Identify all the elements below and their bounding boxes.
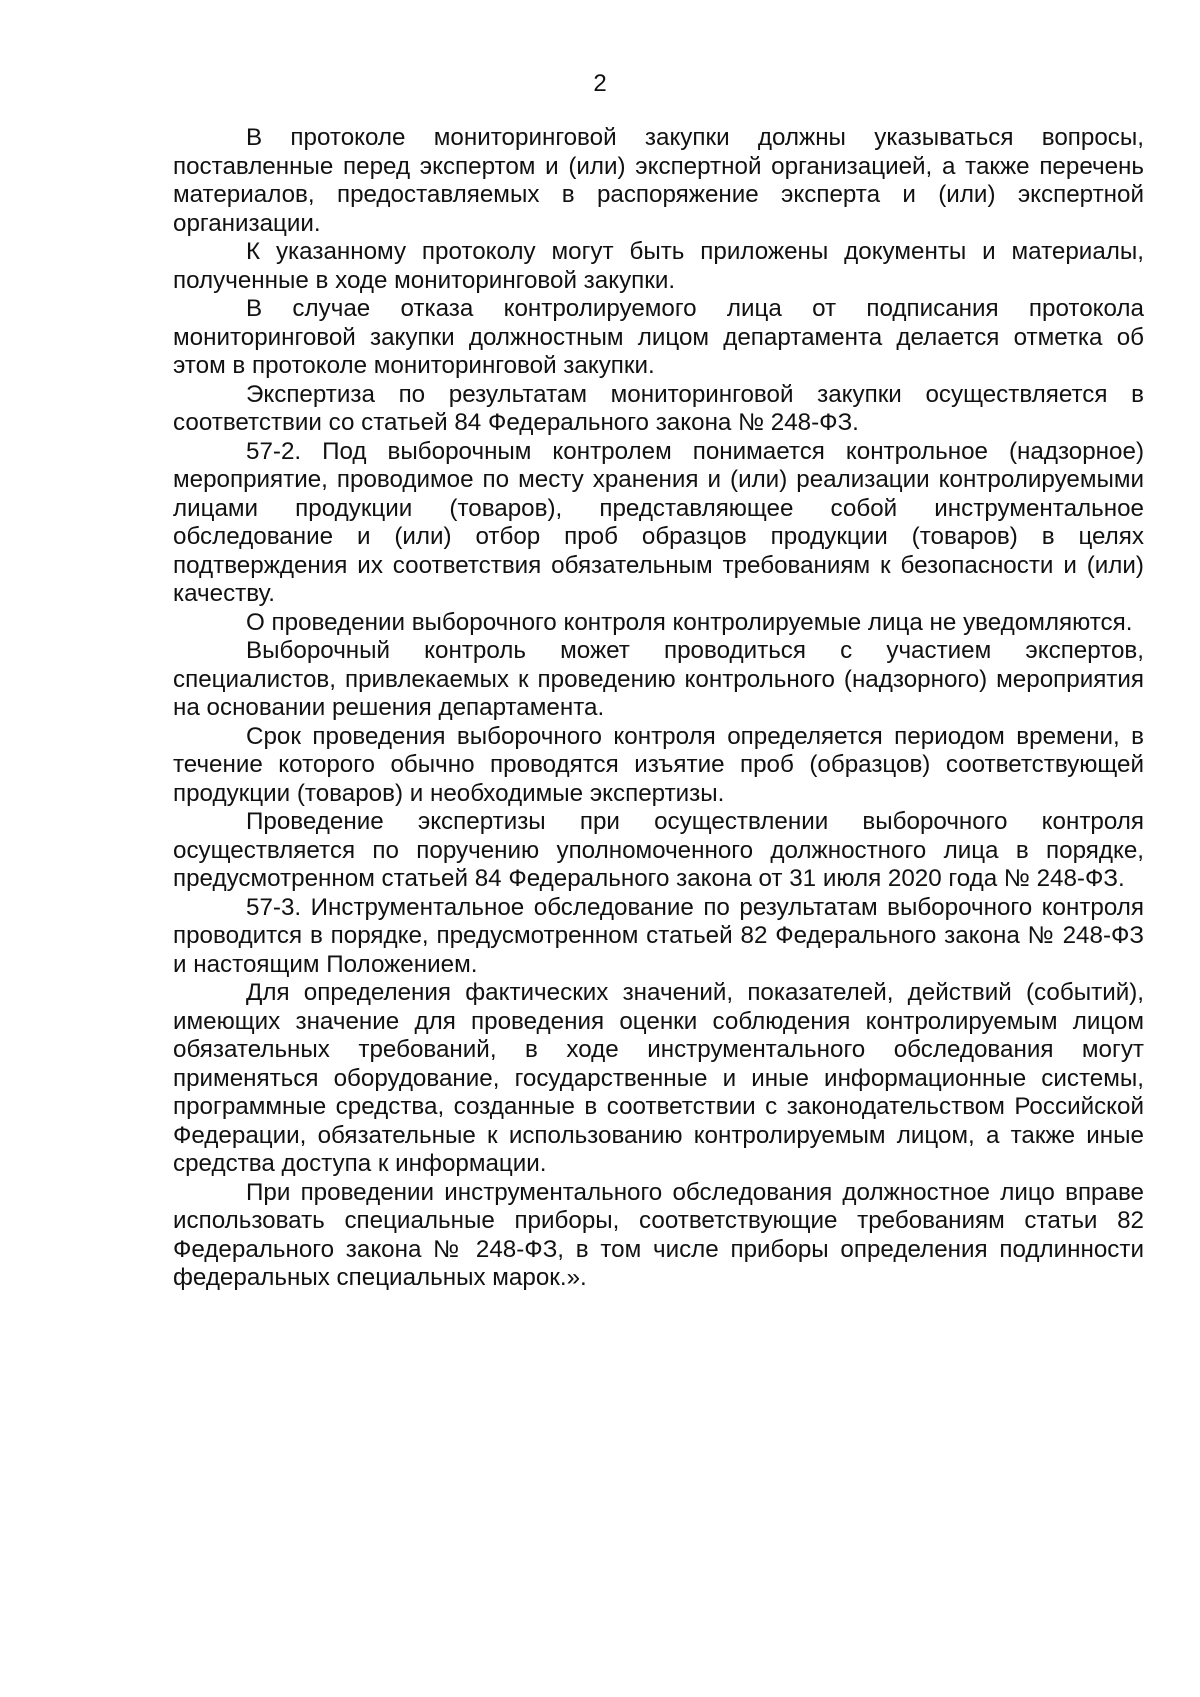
paragraph-special-devices: При проведении инструментального обследования должностное лицо вправе использовать специальные приборы, соответствующие требованиям статьи 82 Федерального закона № 248-ФЗ, в том числе приборы определения подлинности федеральных специальных марок.». xyxy=(173,1178,1144,1291)
paragraph-monitoring-expertise: Экспертиза по результатам мониторинговой закупки осуществляется в соответствии со статьей 84 Федерального закона № 248-ФЗ. xyxy=(173,380,1144,436)
paragraph-protocol-attachments: К указанному протоколу могут быть приложены документы и материалы, полученные в ходе мониторинговой закупки. xyxy=(173,238,1144,294)
paragraph-no-notification: О проведении выборочного контроля контролируемые лица не уведомляются. xyxy=(246,608,1133,636)
page-number: 2 xyxy=(593,70,607,97)
paragraph-expertise-procedure: Проведение экспертизы при осуществлении выборочного контроля осуществляется по поручению уполномоченного должностного лица в порядке, предусмотренном статьей 84 Федерального закона от 31 июля 2020 года № 248-ФЗ. xyxy=(173,808,1144,892)
paragraph-experts-participation: Выборочный контроль может проводиться с участием экспертов, специалистов, привлекаемых к проведению контрольного (надзорного) мероприятия на основании решения департамента. xyxy=(173,637,1144,721)
paragraph-refusal-to-sign: В случае отказа контролируемого лица от подписания протокола мониторинговой закупки должностным лицом департамента делается отметка об этом в протоколе мониторинговой закупки. xyxy=(173,295,1144,379)
paragraph-monitoring-protocol-questions: В протоколе мониторинговой закупки должны указываться вопросы, поставленные перед экспертом и (или) экспертной организацией, а также перечень материалов, предоставляемых в распоряжение эксперта и (или) экспертной организации. xyxy=(173,124,1144,237)
document-body xyxy=(173,124,1144,1293)
paragraph-57-3-instrumental-survey: 57-3. Инструментальное обследование по результатам выборочного контроля проводится в порядке, предусмотренном статьей 82 Федерального закона № 248-ФЗ и настоящим Положением. xyxy=(173,893,1144,978)
paragraph-survey-equipment: Для определения фактических значений, показателей, действий (событий), имеющих значение для проведения оценки соблюдения контролируемым лицом обязательных требований, в ходе инструментального обследования могут применяться оборудование, государственные и иные информационные системы, программные средства, созданные в соответствии с законодательством Российской Федерации, обязательные к использованию контролируемым лицом, а также иные средства доступа к информации. xyxy=(173,979,1144,1177)
paragraph-control-duration: Срок проведения выборочного контроля определяется периодом времени, в течение которого обычно проводятся изъятие проб (образцов) соответствующей продукции (товаров) и необходимые экспертизы. xyxy=(173,722,1144,807)
paragraph-57-2-selective-control: 57-2. Под выборочным контролем понимается контрольное (надзорное) мероприятие, проводимое по месту хранения и (или) реализации контролируемыми лицами продукции (товаров), представляющее собой инструментальное обследование и (или) отбор проб образцов продукции (товаров) в целях подтверждения их соответствия обязательным требованиям к безопасности и (или) качеству. xyxy=(173,437,1144,607)
